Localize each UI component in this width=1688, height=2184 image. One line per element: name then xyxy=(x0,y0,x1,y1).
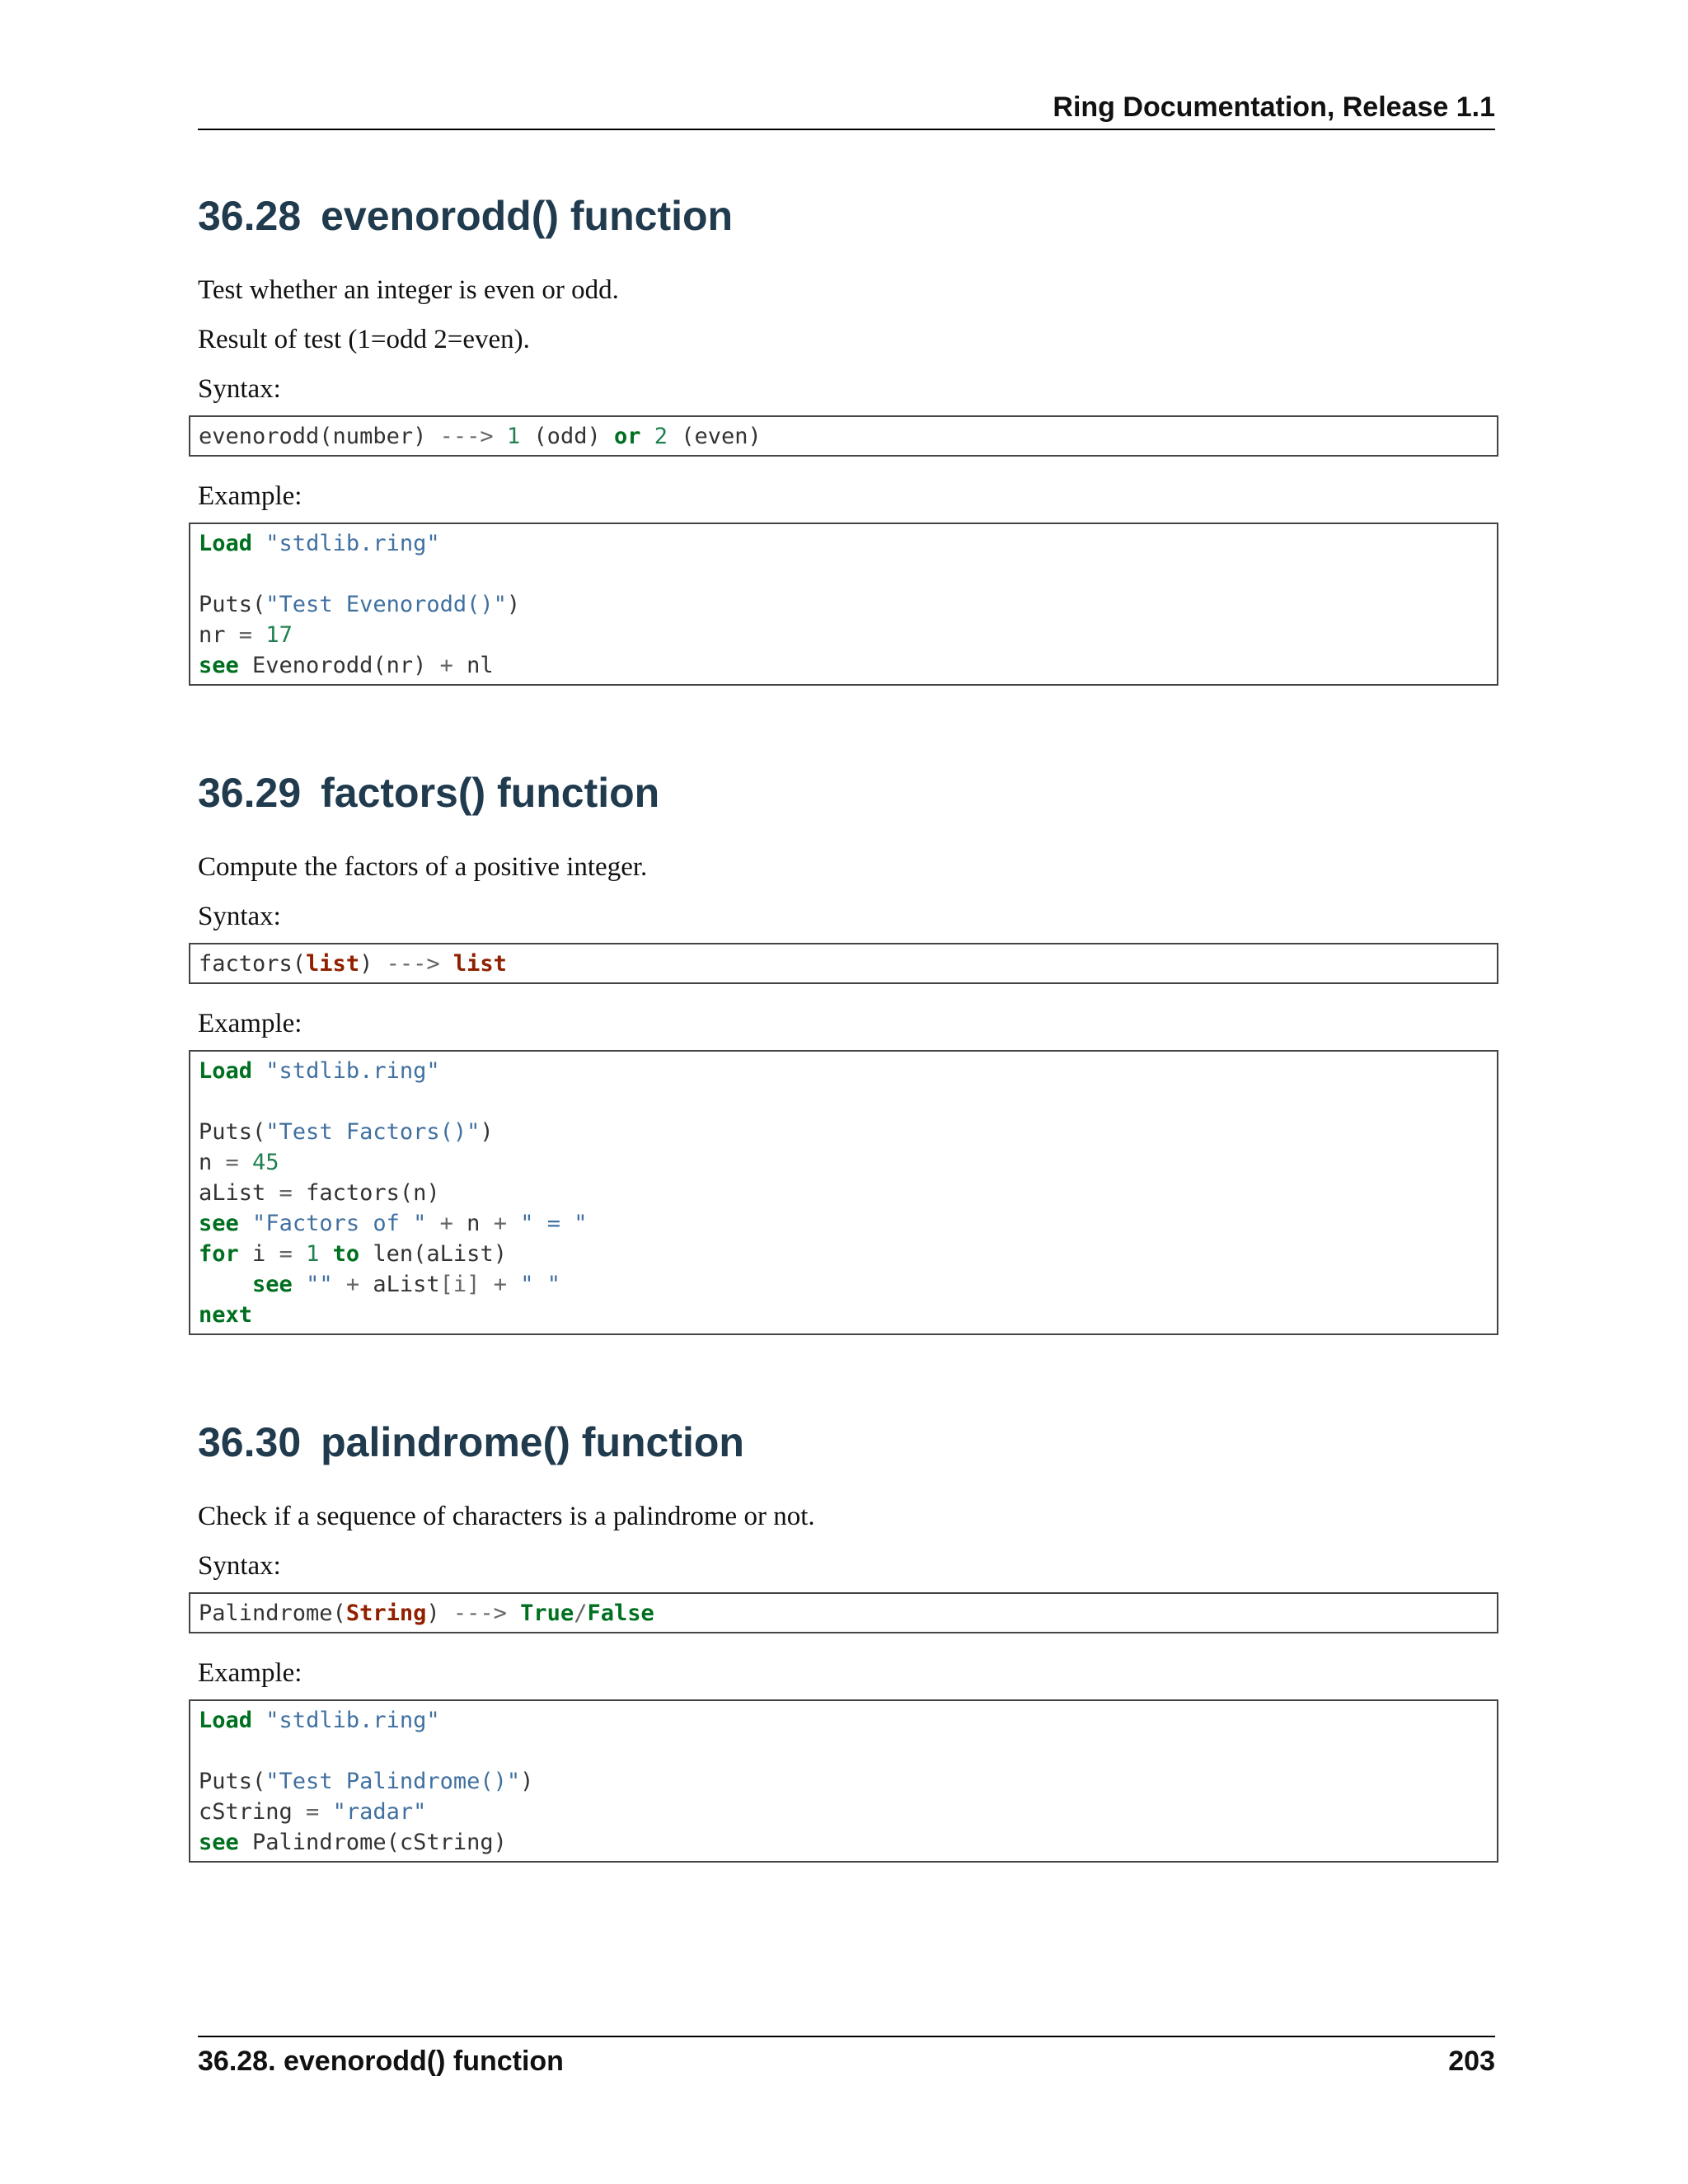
code-line: for i = 1 to len(aList) xyxy=(199,1241,507,1267)
code-line: evenorodd(number) ---> 1 (odd) or 2 (even) xyxy=(199,424,762,449)
code-line: Puts("Test Palindrome()") xyxy=(199,1769,534,1794)
example-label: Example: xyxy=(198,481,302,511)
code-line: see "" + aList[i] + " " xyxy=(252,1272,561,1297)
section-heading: factors() function xyxy=(321,770,660,816)
section-number: 36.28 xyxy=(198,193,302,239)
section-heading: palindrome() function xyxy=(321,1419,744,1465)
code-line xyxy=(199,559,1497,589)
section-title xyxy=(198,768,1495,818)
section-title xyxy=(198,1418,1495,1467)
code-line: factors(list) ---> list xyxy=(199,951,507,977)
code-line: next xyxy=(199,1302,253,1328)
footer-section: 36.28. evenorodd() function xyxy=(198,2046,564,2077)
code-line xyxy=(199,1086,1497,1117)
code-line: nr = 17 xyxy=(199,622,293,648)
syntax-code-block xyxy=(189,943,1498,984)
running-footer xyxy=(198,2036,1495,2085)
description: Compute the factors of a positive integer. xyxy=(198,852,648,882)
syntax-label: Syntax: xyxy=(198,902,281,931)
code-line: Load "stdlib.ring" xyxy=(199,531,440,556)
syntax-code-block xyxy=(189,1592,1498,1633)
syntax-label: Syntax: xyxy=(198,374,281,404)
section-number: 36.30 xyxy=(198,1419,302,1465)
example-code-block xyxy=(189,1699,1498,1863)
page-number: 203 xyxy=(1448,2046,1495,2077)
description: Result of test (1=odd 2=even). xyxy=(198,325,530,354)
code-line: see Evenorodd(nr) + nl xyxy=(199,653,494,678)
example-code-block xyxy=(189,523,1498,686)
header-title: Ring Documentation, Release 1.1 xyxy=(1053,91,1495,123)
section-title xyxy=(198,191,1495,241)
example-code-block xyxy=(189,1050,1498,1335)
running-header xyxy=(198,89,1495,130)
section-number: 36.29 xyxy=(198,770,302,816)
code-line: cString = "radar" xyxy=(199,1799,427,1825)
code-line xyxy=(199,1736,1497,1766)
code-line: aList = factors(n) xyxy=(199,1180,440,1206)
section-factors xyxy=(198,768,1495,1335)
syntax-label: Syntax: xyxy=(198,1551,281,1581)
syntax-code-block xyxy=(189,415,1498,457)
description: Check if a sequence of characters is a palindrome or not. xyxy=(198,1502,815,1531)
example-label: Example: xyxy=(198,1009,302,1038)
code-line: Load "stdlib.ring" xyxy=(199,1058,440,1084)
code-line: Palindrome(String) ---> True/False xyxy=(199,1601,654,1626)
code-line: Load "stdlib.ring" xyxy=(199,1708,440,1733)
code-line: see Palindrome(cString) xyxy=(199,1830,507,1855)
description: Test whether an integer is even or odd. xyxy=(198,275,619,305)
section-evenorodd xyxy=(198,191,1495,686)
code-line: Puts("Test Factors()") xyxy=(199,1119,494,1145)
code-line: see "Factors of " + n + " = " xyxy=(199,1211,588,1236)
code-line: n = 45 xyxy=(199,1150,279,1175)
example-label: Example: xyxy=(198,1658,302,1688)
section-palindrome xyxy=(198,1418,1495,1863)
section-heading: evenorodd() function xyxy=(321,193,734,239)
code-line: Puts("Test Evenorodd()") xyxy=(199,592,521,617)
